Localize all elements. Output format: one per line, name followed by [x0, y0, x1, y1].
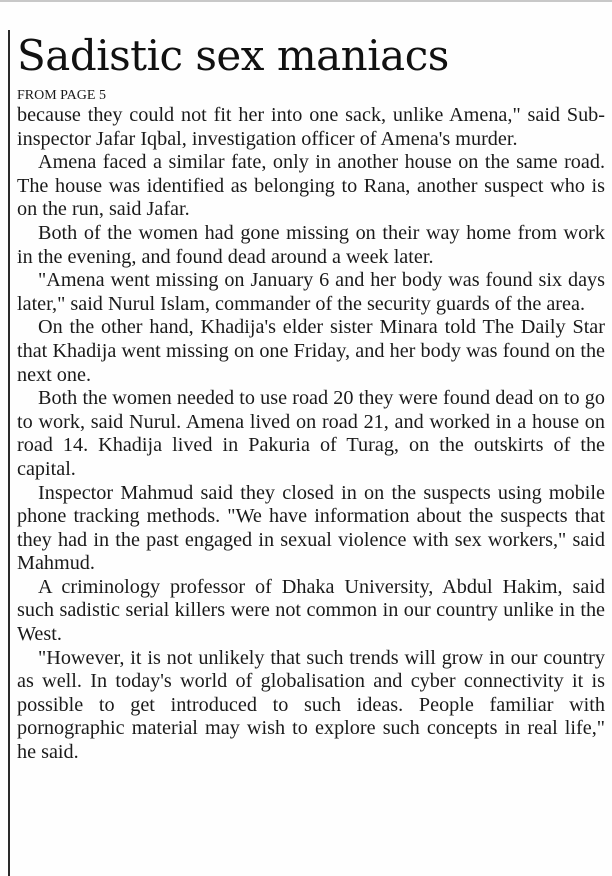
- top-rule: [0, 0, 612, 2]
- paragraph: "However, it is not unlikely that such trends will grow in our country as well. In today's world of globalisation and cyber connectivity it is possible to get introduced to such ideas. People familiar with pornographic material may wish to explore such concepts in real life," he said.: [17, 646, 605, 764]
- paragraph: A criminology professor of Dhaka University, Abdul Hakim, said such sadistic serial killers were not common in our country unlike in the West.: [17, 575, 605, 646]
- jump-line: FROM PAGE 5: [17, 88, 106, 103]
- paragraph: because they could not fit her into one sack, unlike Amena," said Sub-inspector Jafar Iqbal, investigation officer of Amena's murder.: [17, 104, 605, 150]
- paragraph: "Amena went missing on January 6 and her body was found six days later," said Nurul Islam, commander of the security guards of the area.: [17, 269, 605, 315]
- article-body: [17, 104, 605, 765]
- paragraph: Both the women needed to use road 20 they were found dead on to go to work, said Nurul. Amena lived on road 21, and worked in a house on road 14. Khadija lived in Pakuria of Turag, on the outskirts of the capital.: [17, 387, 605, 480]
- column-rule: [8, 30, 10, 876]
- paragraph: Both of the women had gone missing on their way home from work in the evening, and found dead around a week later.: [17, 221, 605, 268]
- headline: Sadistic sex maniacs: [17, 31, 449, 80]
- paragraph: Amena faced a similar fate, only in another house on the same road. The house was identified as belonging to Rana, another suspect who is on the run, said Jafar.: [17, 151, 605, 221]
- paragraph: Inspector Mahmud said they closed in on the suspects using mobile phone tracking methods. "We have information about the suspects that they had in the past engaged in sexual violence with sex workers," said Mahmud.: [17, 481, 605, 575]
- paragraph: On the other hand, Khadija's elder sister Minara told The Daily Star that Khadija went missing on one Friday, and her body was found on the next one.: [17, 316, 605, 386]
- article: [17, 26, 605, 765]
